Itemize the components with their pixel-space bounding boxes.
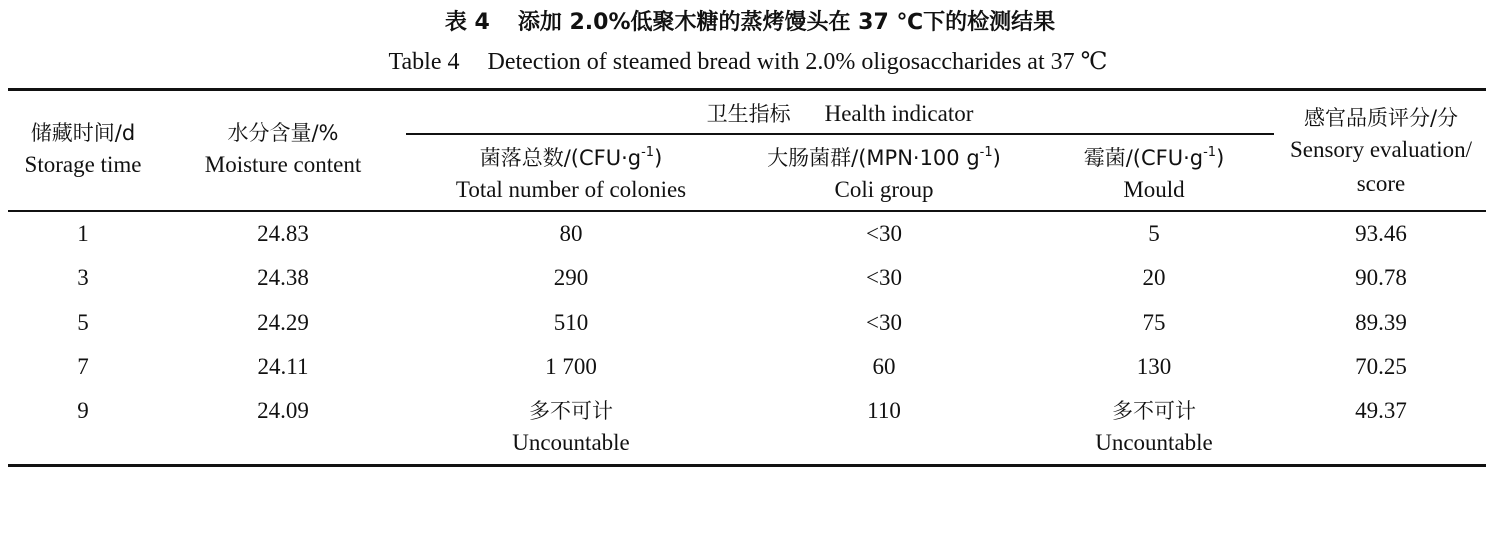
header-mould-en: Mould (1123, 177, 1185, 202)
row-3-day: 5 (77, 310, 89, 335)
header-mould-close: ) (1216, 146, 1225, 170)
header-mould (1032, 142, 1276, 206)
header-mould-sup: -1 (1203, 145, 1217, 160)
header-health-en: Health indicator (824, 101, 974, 126)
row-3-moisture: 24.29 (257, 310, 309, 335)
row-5-moisture: 24.09 (257, 398, 309, 423)
header-total-colonies (406, 142, 736, 206)
row-4-sensory: 70.25 (1355, 354, 1407, 379)
row-1-mould: 5 (1148, 221, 1160, 246)
header-storage-time (8, 117, 158, 181)
row-3-coli: <30 (866, 310, 902, 335)
table-bottom-rule (8, 464, 1486, 467)
row-4-coli: 60 (872, 354, 896, 379)
row-2-moisture: 24.38 (257, 265, 309, 290)
table-top-rule (8, 88, 1486, 91)
header-coli-sup: -1 (979, 145, 993, 160)
header-health-cn: 卫生指标 (706, 102, 791, 126)
header-moisture (168, 117, 398, 181)
row-3-sensory: 89.39 (1355, 310, 1407, 335)
row-5-mould-en: Uncountable (1095, 430, 1213, 455)
header-mould-cn: 霉菌/(CFU·g (1083, 146, 1204, 170)
header-sensory-en-2: score (1356, 171, 1406, 196)
row-5-sensory: 49.37 (1355, 398, 1407, 423)
row-3-colonies: 510 (553, 310, 589, 335)
header-moisture-en: Moisture content (204, 152, 362, 177)
header-colonies-en: Total number of colonies (455, 177, 687, 202)
header-coli-en: Coli group (834, 177, 934, 202)
table-caption-en (0, 47, 1490, 77)
row-2-sensory: 90.78 (1355, 265, 1407, 290)
row-1-colonies: 80 (559, 221, 583, 246)
header-coli-group (736, 142, 1032, 206)
header-sensory-en-1: Sensory evaluation/ (1289, 137, 1473, 162)
header-health-indicator (640, 98, 1040, 130)
row-4-day: 7 (77, 354, 89, 379)
row-5-coli: 110 (867, 398, 901, 423)
row-5-colonies-en: Uncountable (512, 430, 630, 455)
table-title-en: Detection of steamed bread with 2.0% oligosaccharides at 37 ℃ (487, 49, 1108, 75)
health-indicator-rule (406, 133, 1274, 135)
row-5-mould-cn: 多不可计 (1112, 399, 1196, 423)
header-coli-cn: 大肠菌群/(MPN·100 g (767, 146, 980, 170)
header-coli-close: ) (992, 146, 1001, 170)
row-3-mould: 75 (1142, 310, 1166, 335)
row-1-day: 1 (77, 221, 89, 246)
row-1-sensory: 93.46 (1355, 221, 1407, 246)
header-moisture-cn: 水分含量/% (227, 121, 339, 145)
header-colonies-sup: -1 (641, 145, 655, 160)
row-4-mould: 130 (1136, 354, 1172, 379)
header-colonies-cn: 菌落总数/(CFU·g (479, 146, 642, 170)
row-1-moisture: 24.83 (257, 221, 309, 246)
table-header-rule (8, 210, 1486, 212)
header-sensory (1270, 102, 1490, 200)
table-caption-cn (0, 8, 1490, 38)
row-4-colonies: 1 700 (545, 354, 597, 379)
row-5-mould (1032, 395, 1276, 459)
row-2-colonies: 290 (553, 265, 589, 290)
table-title-cn: 添加 2.0%低聚木糖的蒸烤馒头在 37 ℃下的检测结果 (517, 10, 1056, 35)
header-storage-cn: 储藏时间/d (30, 121, 136, 145)
header-storage-en: Storage time (24, 152, 142, 177)
row-5-day: 9 (77, 398, 89, 423)
row-4-moisture: 24.11 (257, 354, 309, 379)
header-sensory-cn: 感官品质评分/分 (1303, 106, 1459, 130)
row-2-mould: 20 (1142, 265, 1166, 290)
row-5-colonies (406, 395, 736, 459)
row-5-colonies-cn: 多不可计 (529, 399, 613, 423)
row-2-day: 3 (77, 265, 89, 290)
header-colonies-close: ) (654, 146, 663, 170)
table-label-en: Table 4 (388, 49, 460, 75)
table-label-cn: 表 4 (444, 10, 490, 35)
row-2-coli: <30 (866, 265, 902, 290)
row-1-coli: <30 (866, 221, 902, 246)
